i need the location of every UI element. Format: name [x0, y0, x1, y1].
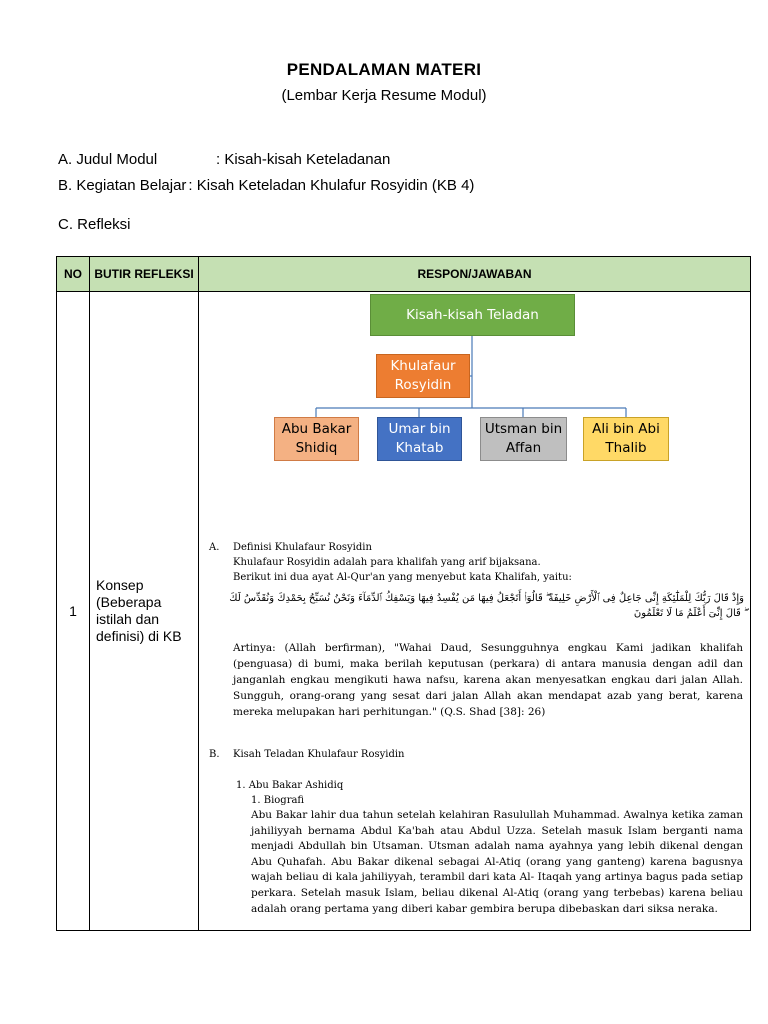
meta-judul-label: A. Judul Modul — [58, 151, 158, 168]
meta-kegiatan-label: B. Kegiatan Belajar — [58, 177, 187, 194]
header-butir: BUTIR REFLEKSI — [90, 257, 199, 292]
refleksi-table — [56, 256, 751, 931]
diagram-root-box: Kisah-kisah Teladan — [370, 294, 575, 336]
page-title: PENDALAMAN MATERI — [286, 60, 482, 79]
section-b — [209, 747, 744, 762]
diagram-utsman-box: Utsman bin Affan — [480, 417, 567, 461]
section-b-marker: B. — [209, 749, 220, 760]
table-row — [57, 292, 751, 931]
page-subtitle: (Lembar Kerja Resume Modul) — [281, 87, 487, 104]
meta-kegiatan-belajar — [58, 177, 474, 194]
diagram-abu-bakar-box: Abu Bakar Shidiq — [274, 417, 359, 461]
row-number: 1 — [57, 292, 90, 931]
biografi-paragraph: Abu Bakar lahir dua tahun setelah kelahiran Rasulullah Muhammad. Awalnya ketika zaman jahiliyyah bernama Abdul Ka'bah atau Abdul Uzza. Setelah masuk Islam berganti nama menjadi Abdullah bin Utsaman. Utsman adalah nama ayahnya yang lebih dikenal dengan Abu Quhafah. Abu Bakar dikenal sebagai Al-Atiq (orang yang ganteng) karena bagusnya wajah beliau di kala jahiliyyah, terambil dari kata Al- Itaqah yang artinya bagus pada setiap perkara. Setelah masuk Islam, beliau dikenal Al-Atiq (orang yang terbebas) karena beliau adalah orang pertama yang diberi kabar gembira berupa dibebaskan dari siksa neraka. — [251, 809, 743, 915]
arabic-verse: وَإِذْ قَالَ رَبُّكَ لِلْمَلَٰٓئِكَةِ إِنِّى جَاعِلٌ فِى ٱلْأَرْضِ خَلِيفَةً ۖ قَالُوٓا۟ أَتَجْعَلُ فِيهَا مَن يُفْسِدُ فِيهَا وَيَسْفِكُ ٱلدِّمَآءَ وَنَحْنُ نُسَبِّحُ بِحَمْدِكَ وَنُقَدِّسُ لَكَ ۖ قَالَ إِنِّىٓ أَعْلَمُ مَا لَا تَعْلَمُونَ — [229, 593, 744, 619]
artinya-paragraph: Artinya: (Allah berfirman), "Wahai Daud, Sesungguhnya engkau Kami jadikan khalifah (penguasa) di bumi, maka berilah keputusan (perkara) di antara manusia dengan adil dan janganlah engkau mengikuti hawa nafsu, karena akan menyesatkan engkau dari jalan Allah. Sungguh, orang-orang yang sesat dari jalan Allah akan mendapat azab yang berat, karena mereka melupakan hari perhitungan." (Q.S. Shad [38]: 26) — [233, 642, 743, 718]
section-b-heading: Kisah Teladan Khulafaur Rosyidin — [233, 749, 405, 760]
list-item-abu-bakar: 1. Abu Bakar Ashidiq — [236, 780, 344, 791]
meta-judul-modul — [58, 151, 390, 168]
diagram-ali-box: Ali bin Abi Thalib — [583, 417, 669, 461]
meta-refleksi: C. Refleksi — [58, 216, 131, 233]
diagram-umar-box: Umar bin Khatab — [377, 417, 462, 461]
row-respon — [199, 292, 751, 931]
section-a-heading: Definisi Khulafaur Rosyidin — [233, 542, 372, 553]
diagram-khulafaur-box: Khulafaur Rosyidin — [376, 354, 470, 398]
section-a-marker: A. — [209, 542, 220, 553]
section-a-line2: Berikut ini dua ayat Al-Qur'an yang menyebut kata Khalifah, yaitu: — [233, 572, 572, 583]
sublist-biografi: 1. Biografi — [251, 795, 305, 806]
section-a — [209, 540, 744, 585]
row-butir: Konsep (Beberapa istilah dan definisi) di KB — [90, 292, 199, 931]
meta-judul-value: : Kisah-kisah Keteladanan — [216, 151, 391, 168]
meta-kegiatan-value: : Kisah Keteladan Khulafur Rosyidin (KB 4) — [188, 177, 475, 194]
header-no: NO — [57, 257, 90, 292]
table-header-row — [57, 257, 751, 292]
header-respon: RESPON/JAWABAN — [199, 257, 751, 292]
section-a-line1: Khulafaur Rosyidin adalah para khalifah yang arif bijaksana. — [233, 557, 541, 568]
